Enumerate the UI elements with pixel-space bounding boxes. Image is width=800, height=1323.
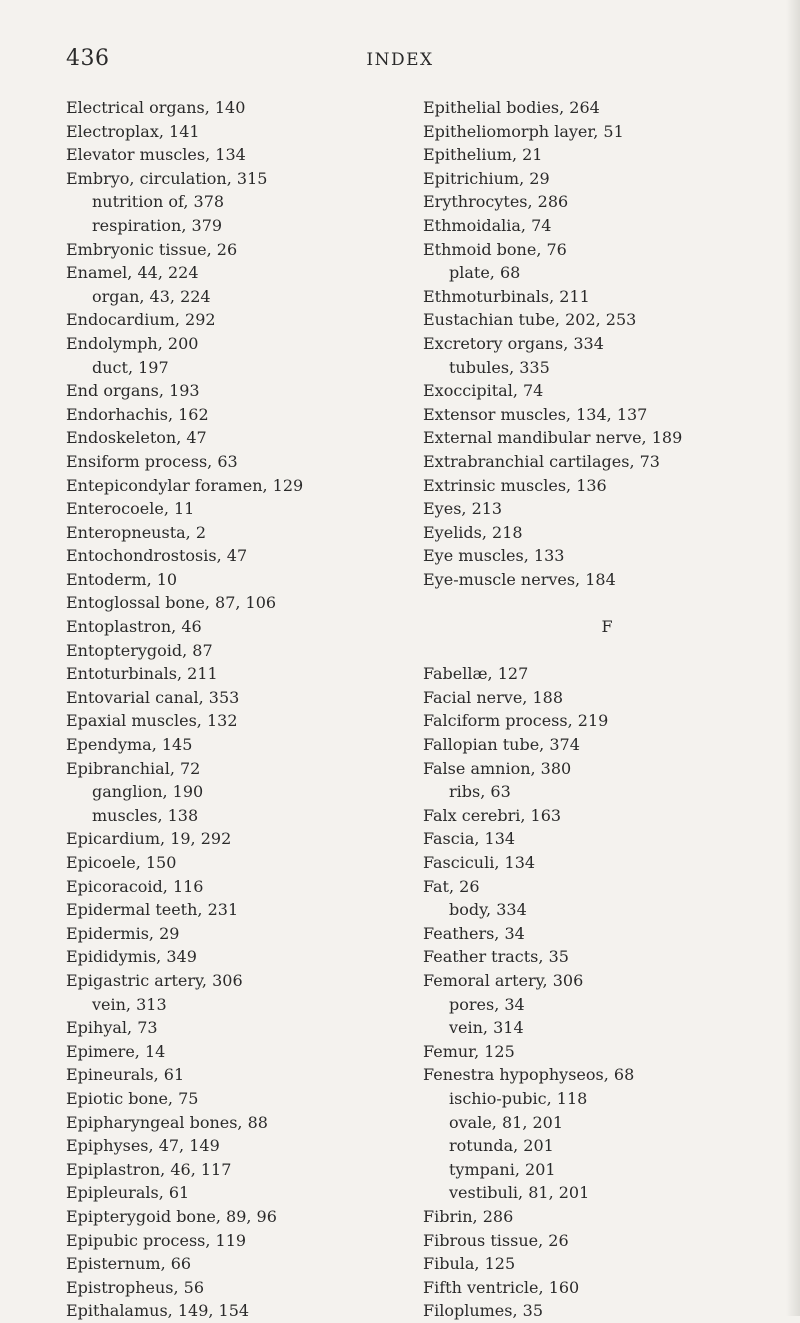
index-entry: Epicoracoid, 116 (66, 876, 204, 896)
index-entry: False amnion, 380 (423, 758, 572, 778)
index-entry: Ethmoturbinals, 211 (423, 286, 590, 306)
index-entry: Epidermal teeth, 231 (66, 900, 239, 920)
index-entry: Embryonic tissue, 26 (66, 239, 238, 259)
running-head: INDEX (366, 50, 434, 70)
index-entry: Endoskeleton, 47 (66, 428, 207, 448)
index-entry: Embryo, circulation, 315 (66, 168, 268, 188)
index-entry: Epihyal, 73 (66, 1018, 158, 1038)
index-entry: Epaxial muscles, 132 (66, 711, 238, 731)
index-column-right (423, 96, 707, 1323)
index-entry: Entepicondylar foramen, 129 (66, 475, 304, 495)
index-entry: Epipterygoid bone, 89, 96 (66, 1206, 277, 1226)
index-entry: Femoral artery, 306 (423, 970, 584, 990)
index-subentry: ribs, 63 (449, 782, 511, 802)
index-group-f (423, 662, 707, 1323)
index-entry: Endolymph, 200 (66, 333, 199, 353)
index-subentry: vein, 313 (92, 994, 167, 1014)
index-entry: Epineurals, 61 (66, 1065, 185, 1085)
index-entry: Fibrous tissue, 26 (423, 1230, 569, 1250)
index-entry: Fallopian tube, 374 (423, 735, 580, 755)
index-entry: Entovarial canal, 353 (66, 687, 240, 707)
index-subentry: duct, 197 (92, 357, 169, 377)
index-entry: Fabellæ, 127 (423, 664, 529, 684)
index-entry: Enterocoele, 11 (66, 499, 195, 519)
index-entry: Fasciculi, 134 (423, 853, 536, 872)
index-entry: Excretory organs, 334 (423, 333, 604, 353)
index-entry: Femur, 125 (423, 1041, 515, 1061)
index-subentry: plate, 68 (449, 263, 521, 283)
index-entry: Epipleurals, 61 (66, 1183, 190, 1203)
index-column-left (66, 96, 303, 1323)
index-entry: Entoturbinals, 211 (66, 664, 218, 684)
index-entry: Electrical organs, 140 (66, 98, 246, 117)
index-entry: Extensor muscles, 134, 137 (423, 404, 648, 424)
index-subentry: vein, 314 (449, 1018, 524, 1038)
index-entry: Eye-muscle nerves, 184 (423, 569, 616, 589)
index-entry: Endocardium, 292 (66, 310, 216, 330)
index-entry: Filoplumes, 35 (423, 1301, 544, 1321)
index-entry: Epiphyses, 47, 149 (66, 1136, 220, 1156)
index-entry: Epigastric artery, 306 (66, 970, 243, 990)
index-entry: Electroplax, 141 (66, 121, 200, 141)
index-subentry: tubules, 335 (449, 357, 550, 377)
index-group-e (423, 96, 707, 591)
index-entry: Feather tracts, 35 (423, 947, 569, 967)
index-subentry: ovale, 81, 201 (449, 1112, 564, 1132)
index-entry: Eyes, 213 (423, 499, 503, 519)
index-entry: Extrabranchial cartilages, 73 (423, 451, 660, 471)
index-entry: Endorhachis, 162 (66, 404, 209, 424)
index-entry: Epithalamus, 149, 154 (66, 1301, 250, 1321)
index-entry: Episternum, 66 (66, 1254, 192, 1274)
section-gap (423, 591, 707, 615)
index-entry: Fibula, 125 (423, 1254, 516, 1274)
index-entry: Fenestra hypophyseos, 68 (423, 1065, 635, 1085)
index-entry: Fascia, 134 (423, 829, 516, 849)
index-entry: Exoccipital, 74 (423, 381, 544, 401)
index-entry: Entoglossal bone, 87, 106 (66, 593, 277, 613)
index-entry: Elevator muscles, 134 (66, 145, 246, 165)
index-entry: Epiplastron, 46, 117 (66, 1159, 232, 1179)
index-subentry: body, 334 (449, 900, 527, 920)
index-entry: Ependyma, 145 (66, 735, 193, 755)
index-entry: Epimere, 14 (66, 1041, 166, 1061)
index-entry: Epicardium, 19, 292 (66, 829, 232, 849)
index-subentry: tympani, 201 (449, 1159, 556, 1179)
index-subentry: muscles, 138 (92, 805, 199, 825)
index-subentry: vestibuli, 81, 201 (449, 1183, 590, 1203)
index-entry: Fat, 26 (423, 876, 480, 896)
index-entry: Entoderm, 10 (66, 569, 178, 589)
index-entry: Entoplastron, 46 (66, 617, 202, 637)
index-subentry: ganglion, 190 (92, 782, 204, 802)
index-entry: Epithelium, 21 (423, 145, 543, 165)
index-subentry: pores, 34 (449, 994, 525, 1014)
index-entry: External mandibular nerve, 189 (423, 428, 683, 448)
index-entry: Entochondrostosis, 47 (66, 546, 248, 566)
index-entry: Erythrocytes, 286 (423, 192, 569, 212)
index-entry: Epiotic bone, 75 (66, 1088, 199, 1108)
index-entry: Falx cerebri, 163 (423, 805, 562, 825)
index-entry: Epithelial bodies, 264 (423, 98, 600, 117)
index-entry: Ensiform process, 63 (66, 451, 238, 471)
section-gap (423, 639, 707, 663)
index-entry: End organs, 193 (66, 381, 200, 401)
index-entry: Eustachian tube, 202, 253 (423, 310, 637, 330)
index-entry: Ethmoidalia, 74 (423, 215, 552, 235)
index-entry: Epibranchial, 72 (66, 758, 201, 778)
index-entry: Feathers, 34 (423, 923, 525, 943)
page-edge-shadow (786, 0, 800, 1316)
index-subentry: ischio-pubic, 118 (449, 1088, 588, 1108)
index-entry: Enamel, 44, 224 (66, 263, 199, 283)
index-entry: Enteropneusta, 2 (66, 522, 207, 542)
index-entry: Entopterygoid, 87 (66, 640, 213, 660)
index-subentry: respiration, 379 (92, 215, 223, 235)
section-letter-heading: F (601, 617, 613, 637)
index-entry: Epitrichium, 29 (423, 168, 550, 188)
index-entry: Eye muscles, 133 (423, 546, 565, 566)
index-entry: Falciform process, 219 (423, 711, 609, 731)
index-entry: Epidermis, 29 (66, 923, 180, 943)
index-entry: Epipubic process, 119 (66, 1230, 247, 1250)
index-entry: Epitheliomorph layer, 51 (423, 121, 624, 141)
index-entry: Fibrin, 286 (423, 1206, 514, 1226)
index-entry: Eyelids, 218 (423, 522, 523, 542)
index-entry: Fifth ventricle, 160 (423, 1277, 580, 1297)
index-subentry: organ, 43, 224 (92, 286, 211, 306)
page-number: 436 (66, 46, 110, 71)
index-entry: Epididymis, 349 (66, 947, 197, 967)
index-entry: Facial nerve, 188 (423, 687, 564, 707)
index-subentry: rotunda, 201 (449, 1136, 554, 1156)
index-entry: Epipharyngeal bones, 88 (66, 1112, 268, 1132)
index-entry: Extrinsic muscles, 136 (423, 475, 607, 495)
index-entry: Epistropheus, 56 (66, 1277, 205, 1297)
index-subentry: nutrition of, 378 (92, 192, 225, 212)
index-entry: Ethmoid bone, 76 (423, 239, 567, 259)
index-entry: Epicoele, 150 (66, 853, 177, 872)
